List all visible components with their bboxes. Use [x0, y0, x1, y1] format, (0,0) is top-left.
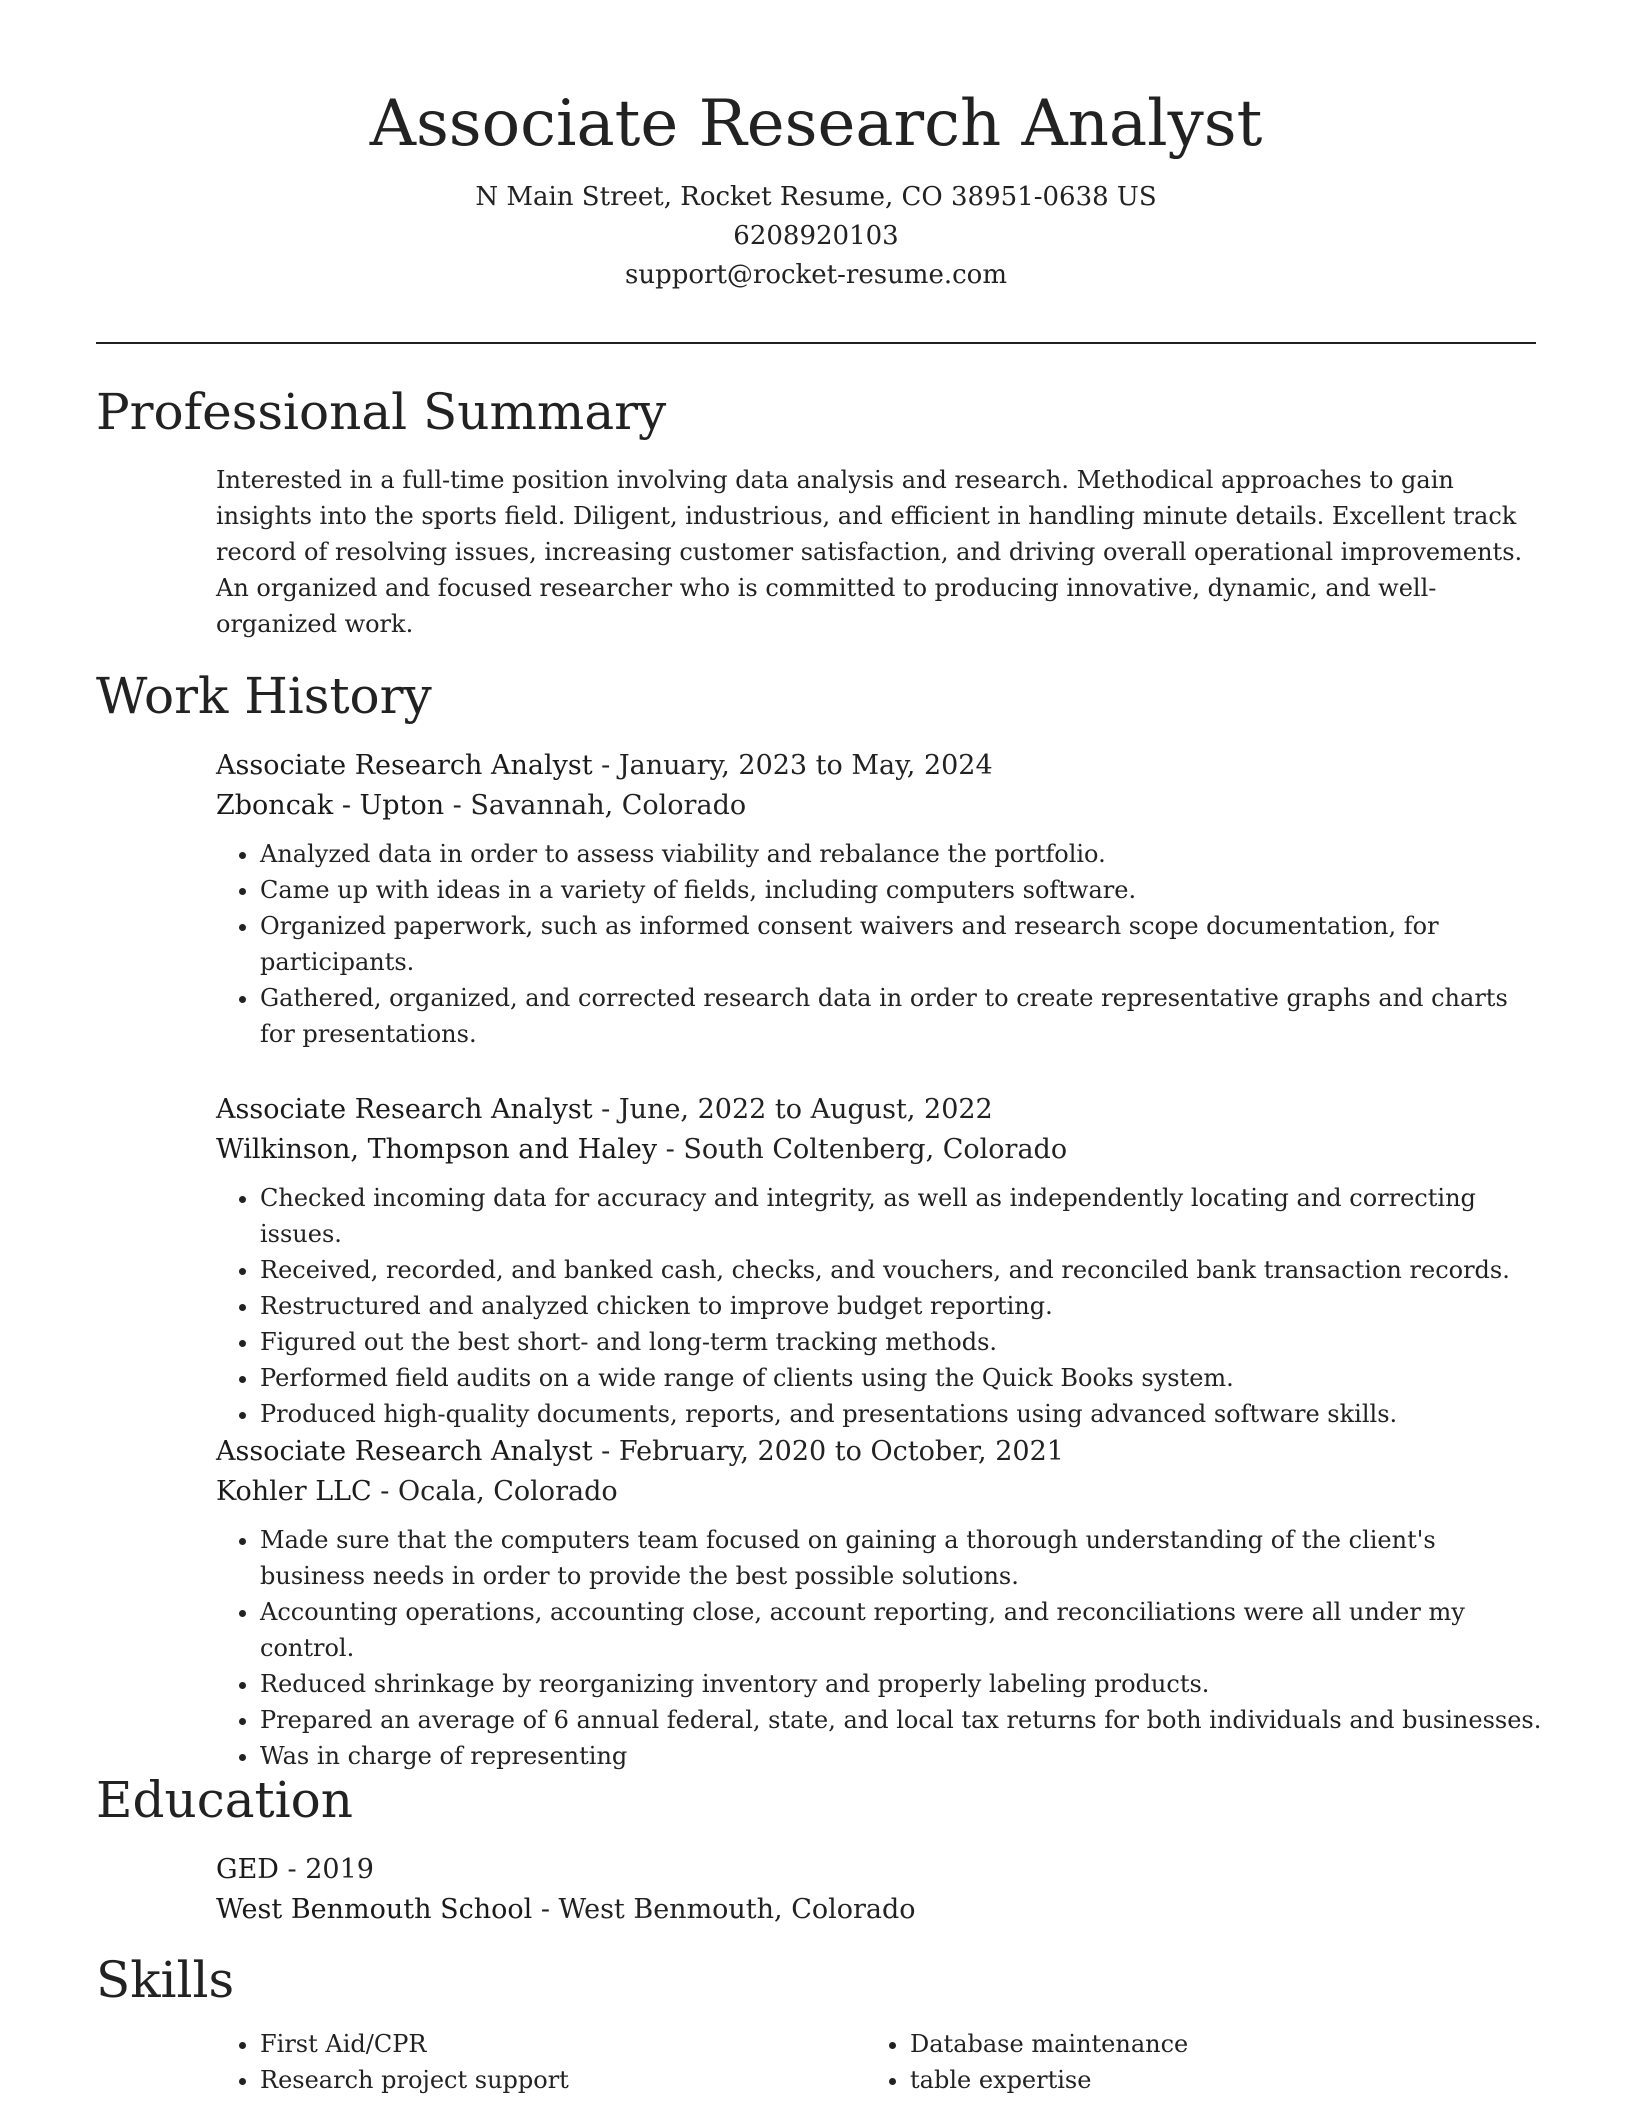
list-item: • Checked incoming data for accuracy and integrity, as well as independently locating and correcting issues.	[260, 1180, 1546, 1252]
work-history-heading: Work History	[96, 667, 432, 725]
list-item: • First Aid/CPR	[260, 2026, 860, 2062]
email: support@rocket-resume.com	[624, 260, 1007, 290]
job-company-line	[216, 1472, 1546, 1512]
education-heading: Education	[96, 1771, 353, 1829]
job-dates: - January, 2023 to May, 2024	[592, 750, 993, 781]
list-item: • table expertise	[910, 2062, 1510, 2098]
phone: 6208920103	[733, 221, 899, 251]
list-item: • Came up with ideas in a variety of fields, including computers software.	[260, 872, 1546, 908]
job-bullets	[216, 1180, 1546, 1432]
candidate-name: Associate Research Analyst	[369, 87, 1263, 161]
job-title-line	[216, 1432, 1546, 1472]
list-item: • Organized paperwork, such as informed consent waivers and research scope documentation, for participants.	[260, 908, 1546, 980]
job-entry-2	[216, 1090, 1546, 1432]
school-location: - West Benmouth, Colorado	[532, 1894, 916, 1925]
job-location: - Ocala, Colorado	[371, 1476, 618, 1507]
job-entry-1	[216, 746, 1546, 1052]
job-company: Wilkinson, Thompson and Haley	[216, 1134, 658, 1165]
list-item: • Gathered, organized, and corrected research data in order to create representative graphs and charts for presentations.	[260, 980, 1546, 1052]
address: N Main Street, Rocket Resume, CO 38951-0638 US	[475, 182, 1157, 212]
list-item: • Restructured and analyzed chicken to improve budget reporting.	[260, 1288, 1546, 1324]
job-company-line	[216, 1130, 1546, 1170]
graduation-year: - 2019	[278, 1854, 374, 1885]
resume-header	[96, 80, 1536, 295]
job-role: Associate Research Analyst	[216, 1094, 593, 1125]
summary-heading: Professional Summary	[96, 383, 667, 441]
job-dates: - February, 2020 to October, 2021	[592, 1436, 1064, 1467]
skills-column-right	[866, 2026, 1510, 2098]
school-name: West Benmouth School	[216, 1894, 533, 1925]
list-item: • Accounting operations, accounting close, account reporting, and reconciliations were all under my control.	[260, 1594, 1546, 1666]
skills-column-left	[216, 2026, 860, 2098]
list-item: • Figured out the best short- and long-term tracking methods.	[260, 1324, 1546, 1360]
degree: GED	[216, 1854, 279, 1885]
school-line	[216, 1890, 1546, 1930]
job-company: Zboncak - Upton	[216, 790, 445, 821]
job-title-line	[216, 746, 1546, 786]
job-title-line	[216, 1090, 1546, 1130]
job-role: Associate Research Analyst	[216, 750, 593, 781]
list-item: • Research project support	[260, 2062, 860, 2098]
job-company: Kohler LLC	[216, 1476, 372, 1507]
job-company-line	[216, 786, 1546, 826]
job-bullets	[216, 836, 1546, 1052]
list-item: • Analyzed data in order to assess viability and rebalance the portfolio.	[260, 836, 1546, 872]
job-entry-3	[216, 1432, 1546, 1774]
list-item: • Reduced shrinkage by reorganizing inventory and properly labeling products.	[260, 1666, 1546, 1702]
contact-block	[96, 178, 1536, 295]
list-item: • Was in charge of representing	[260, 1738, 1546, 1774]
degree-line	[216, 1850, 1546, 1890]
job-role: Associate Research Analyst	[216, 1436, 593, 1467]
summary-text: Interested in a full-time position involving data analysis and research. Methodical approaches to gain insights into the sports field. Diligent, industrious, and efficient in handling minute details. Excellent track record of resolving issues, increasing customer satisfaction, and driving overall operational improvements. An organized and focused researcher who is committed to producing innovative, dynamic, and well-organized work.	[216, 466, 1523, 638]
list-item: • Made sure that the computers team focused on gaining a thorough understanding of the client's business needs in order to provide the best possible solutions.	[260, 1522, 1546, 1594]
job-location: - Savannah, Colorado	[444, 790, 747, 821]
list-item: • Produced high-quality documents, reports, and presentations using advanced software skills.	[260, 1396, 1546, 1432]
list-item: • Database maintenance	[910, 2026, 1510, 2062]
job-location: - South Coltenberg, Colorado	[657, 1134, 1068, 1165]
education-entry	[216, 1850, 1546, 1930]
job-dates: - June, 2022 to August, 2022	[592, 1094, 993, 1125]
list-item: • Received, recorded, and banked cash, checks, and vouchers, and reconciled bank transaction records.	[260, 1252, 1546, 1288]
list-item: • Performed field audits on a wide range of clients using the Quick Books system.	[260, 1360, 1546, 1396]
list-item: • Prepared an average of 6 annual federal, state, and local tax returns for both individuals and businesses.	[260, 1702, 1546, 1738]
header-divider	[96, 342, 1536, 344]
job-bullets	[216, 1522, 1546, 1774]
skills-heading: Skills	[96, 1951, 235, 2009]
